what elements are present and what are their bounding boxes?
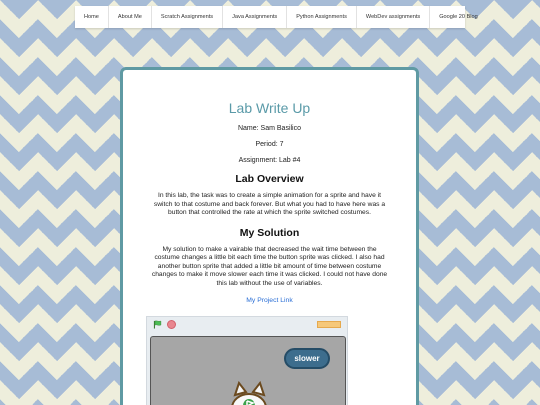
lab-overview-text: In this lab, the task was to create a simple animation for a sprite and have it switch to that costume and back forever. But what you had to have here was a button that controlled the rate at which the sprite switched costumes. [153, 192, 386, 216]
nav-item-scratch-assignments[interactable]: Scratch Assignments [152, 6, 223, 28]
cat-sprite-icon[interactable] [225, 381, 273, 405]
student-name: Name: Sam Basilico [237, 125, 302, 132]
content-card [120, 67, 419, 405]
player-toolbar [147, 317, 347, 332]
nav-item-google-20-blog[interactable]: Google 20 Blog [439, 14, 478, 20]
stage-canvas[interactable] [150, 336, 346, 405]
student-period: Period: 7 [255, 141, 284, 148]
my-solution-heading: My Solution [239, 226, 300, 239]
my-solution-text: My solution to make a vairable that decreased the wait time between the costume changes a little bit each time the button sprite was clicked. I also had another button sprite that added a little bit amount of time between costume changes to make it move slower each time it was clicked. I could not have done this lab without the use of variables. [151, 245, 388, 287]
page-title: Lab Write Up [228, 100, 311, 116]
nav-item-java-assignments[interactable]: Java Assignments [223, 6, 287, 28]
nav-item-about-me[interactable]: About Me [109, 6, 152, 28]
stop-icon[interactable] [167, 320, 176, 329]
green-flag-icon[interactable] [153, 320, 162, 329]
scratch-player [146, 316, 348, 405]
slower-button[interactable]: slower [284, 348, 330, 369]
assignment-label: Assignment: Lab #4 [238, 157, 301, 164]
nav-item-python-assignments[interactable]: Python Assignments [287, 6, 357, 28]
project-link[interactable]: My Project Link [246, 297, 293, 304]
lab-overview-heading: Lab Overview [235, 173, 304, 185]
nav-item-home[interactable]: Home [75, 6, 109, 28]
top-navbar [75, 6, 478, 28]
nav-item-webdev-assignments[interactable]: WebDev assignments [357, 6, 430, 28]
fullscreen-icon[interactable] [317, 321, 341, 328]
